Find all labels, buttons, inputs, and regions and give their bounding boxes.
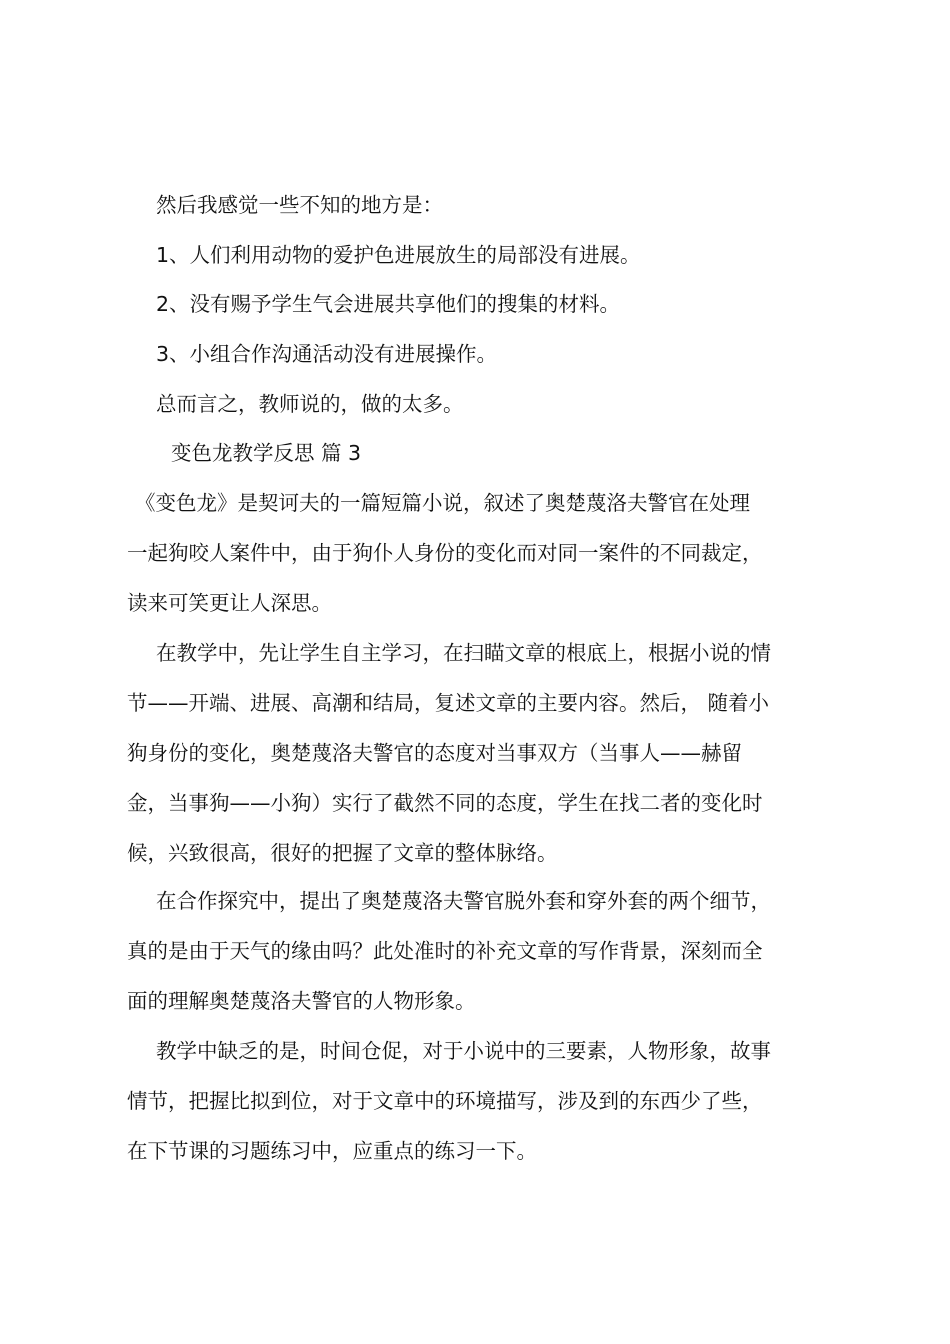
paragraph-2-line-5: 候，兴致很高，很好的把握了文章的整体脉络。 [127, 841, 558, 865]
paragraph-3-line-3: 面的理解奥楚蔑洛夫警官的人物形象。 [127, 989, 476, 1013]
intro-line-4: 3、小组合作沟通活动没有进展操作。 [156, 342, 498, 366]
paragraph-4-line-2: 情节，把握比拟到位，对于文章中的环境描写，涉及到的东西少了些， [127, 1089, 763, 1113]
paragraph-2-line-2: 节——开端、进展、高潮和结局，复述文章的主要内容。然后， 随着小 [127, 691, 770, 715]
intro-line-1: 然后我感觉一些不知的地方是： [156, 193, 443, 217]
paragraph-4-line-1: 教学中缺乏的是，时间仓促，对于小说中的三要素，人物形象，故事 [156, 1039, 771, 1063]
paragraph-1-line-3: 读来可笑更让人深思。 [127, 591, 332, 615]
paragraph-2-line-4: 金，当事狗——小狗）实行了截然不同的态度，学生在找二者的变化时 [127, 791, 763, 815]
paragraph-3-line-2: 真的是由于天气的缘由吗？此处准时的补充文章的写作背景，深刻而全 [127, 939, 763, 963]
intro-line-3: 2、没有赐予学生气会进展共享他们的搜集的材料。 [156, 292, 621, 316]
paragraph-3-line-1: 在合作探究中，提出了奥楚蔑洛夫警官脱外套和穿外套的两个细节， [156, 889, 771, 913]
paragraph-1-line-2: 一起狗咬人案件中，由于狗仆人身份的变化而对同一案件的不同裁定， [127, 541, 763, 565]
paragraph-4-line-3: 在下节课的习题练习中，应重点的练习一下。 [127, 1139, 537, 1163]
intro-line-5: 总而言之，教师说的，做的太多。 [156, 392, 464, 416]
paragraph-2-line-3: 狗身份的变化，奥楚蔑洛夫警官的态度对当事双方（当事人——赫留 [127, 741, 742, 765]
section-title: 变色龙教学反思 篇 3 [171, 441, 362, 465]
paragraph-2-line-1: 在教学中，先让学生自主学习，在扫瞄文章的根底上，根据小说的情 [156, 641, 771, 665]
paragraph-1-line-1: 《变色龙》是契诃夫的一篇短篇小说，叙述了奥楚蔑洛夫警官在处理 [135, 491, 750, 515]
intro-line-2: 1、人们利用动物的爱护色进展放生的局部没有进展。 [156, 243, 641, 267]
